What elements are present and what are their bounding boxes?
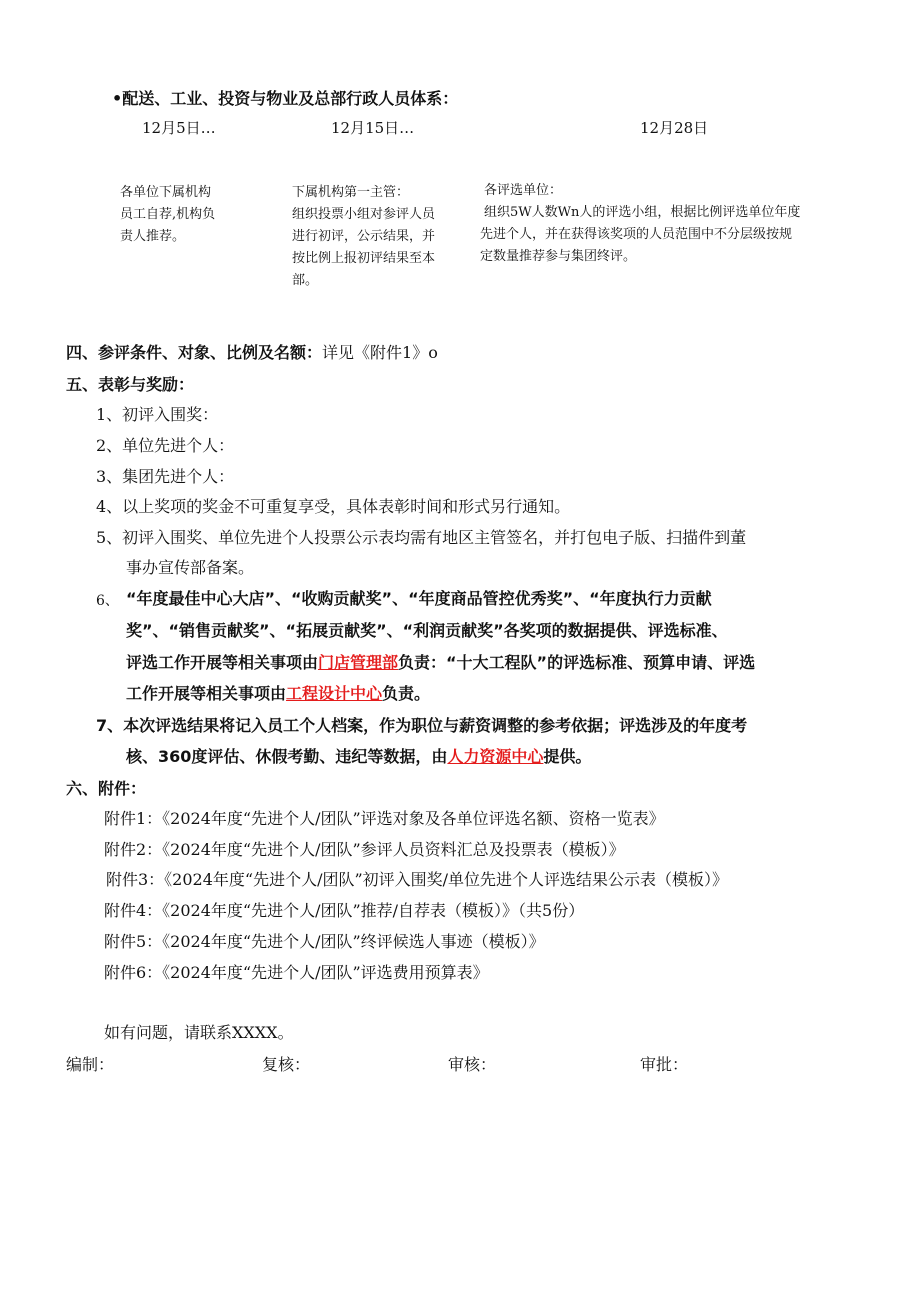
section-4-text: 详见《附件1》o: [322, 343, 438, 362]
text-segment: 负责：“十大工程队”的评选标准、预算申请、评选: [398, 653, 756, 672]
timeline-col2-line: 部。: [292, 273, 319, 288]
award-item-7: [96, 713, 747, 736]
signoff-compile: 编制：: [66, 1055, 115, 1074]
item-7-line1: 本次评选结果将记入员工个人档案，作为职位与薪资调整的参考依据；评选涉及的年度考: [123, 716, 748, 735]
dept-store-management: 门店管理部: [318, 653, 399, 672]
timeline-col-3: [480, 180, 870, 268]
text-segment: 负责。: [382, 684, 431, 703]
timeline-col-1: [120, 182, 280, 248]
award-item-6-line2: 奖”、“销售贡献奖”、“拓展贡献奖”、“利润贡献奖”各奖项的数据提供、评选标准、: [126, 621, 728, 640]
timeline-col3-line: 各评选单位：: [484, 183, 563, 198]
timeline-col2-line: 下属机构第一主管：: [292, 185, 410, 200]
attachment-5: 附件5：《2024年度“先进个人/团队”终评候选人事迹（模板）》: [104, 932, 545, 951]
attachment-2: 附件2：《2024年度“先进个人/团队”参评人员资料汇总及投票表（模板）》: [104, 840, 625, 859]
section-6-heading: 六、附件：: [66, 779, 147, 798]
text-segment: 核、360度评估、休假考勤、违纪等数据，由: [126, 747, 448, 766]
signoff-review: 复核：: [262, 1055, 311, 1074]
text-segment: 工作开展等相关事项由: [126, 684, 287, 703]
award-item-6-line3: [126, 650, 755, 673]
bullet: •: [112, 89, 123, 108]
award-item-5: 5、初评入围奖、单位先进个人投票公示表均需有地区主管签名，并打包电子版、扫描件到董: [96, 528, 747, 547]
timeline-date-1: 12月5日…: [142, 119, 216, 137]
attachment-1: 附件1：《2024年度“先进个人/团队”评选对象及各单位评选名额、资格一览表》: [104, 809, 665, 828]
section-header: [112, 86, 458, 109]
timeline-col1-line: 员工自荐,机构负: [120, 207, 216, 222]
dept-human-resources: 人力资源中心: [447, 747, 544, 766]
award-item-3: 3、集团先进个人：: [96, 467, 235, 486]
award-item-6-line1: “年度最佳中心大店”、“收购贡献奖”、“年度商品管控优秀奖”、“年度执行力贡献: [126, 589, 712, 608]
timeline-date-2: 12月15日…: [331, 119, 415, 137]
timeline-col3-line: 组织5W人数Wn人的评选小组，根据比例评选单位年度: [484, 205, 801, 220]
timeline-col3-line: 先进个人，并在获得该奖项的人员范围中不分层级按规: [480, 227, 793, 242]
timeline-col3-line: 定数量推荐参与集团终评。: [480, 249, 637, 264]
section-5-heading: 五、表彰与奖励：: [66, 375, 195, 394]
dept-engineering-design: 工程设计中心: [286, 684, 383, 703]
award-item-6-line4: [126, 681, 430, 704]
award-item-6-num: 6、: [96, 593, 119, 609]
timeline-col-2: [292, 182, 472, 292]
timeline-col1-line: 各单位下属机构: [120, 185, 212, 200]
award-item-2: 2、单位先进个人：: [96, 436, 235, 455]
section-4-heading: 四、参评条件、对象、比例及名额：: [66, 343, 323, 362]
timeline-col1-line: 责人推荐。: [120, 229, 186, 244]
item-7-num: 7、: [96, 716, 124, 735]
text-segment: 提供。: [543, 747, 592, 766]
contact-note: 如有问题，请联系XXXX。: [104, 1023, 294, 1042]
award-item-5-cont: 事办宣传部备案。: [126, 558, 255, 577]
attachment-4: 附件4：《2024年度“先进个人/团队”推荐/自荐表（模板）》（共5份）: [104, 901, 585, 920]
section-4: [66, 340, 438, 363]
attachment-3: 附件3：《2024年度“先进个人/团队”初评入围奖/单位先进个人评选结果公示表（模板）》: [106, 870, 729, 889]
award-item-1: 1、初评入围奖：: [96, 405, 219, 424]
signoff-approve: 审批：: [640, 1055, 689, 1074]
signoff-audit: 审核：: [448, 1055, 497, 1074]
timeline-col2-line: 组织投票小组对参评人员: [292, 207, 436, 222]
timeline-col2-line: 按比例上报初评结果至本: [292, 251, 436, 266]
header-title: 配送、工业、投资与物业及总部行政人员体系：: [122, 89, 459, 108]
attachment-6: 附件6：《2024年度“先进个人/团队”评选费用预算表》: [104, 963, 489, 982]
timeline-date-3: 12月28日: [640, 119, 709, 137]
award-item-4: 4、以上奖项的奖金不可重复享受，具体表彰时间和形式另行通知。: [96, 497, 571, 516]
timeline-col2-line: 进行初评，公示结果，并: [292, 229, 436, 244]
award-item-7-line2: [126, 744, 591, 767]
text-segment: 评选工作开展等相关事项由: [126, 653, 319, 672]
